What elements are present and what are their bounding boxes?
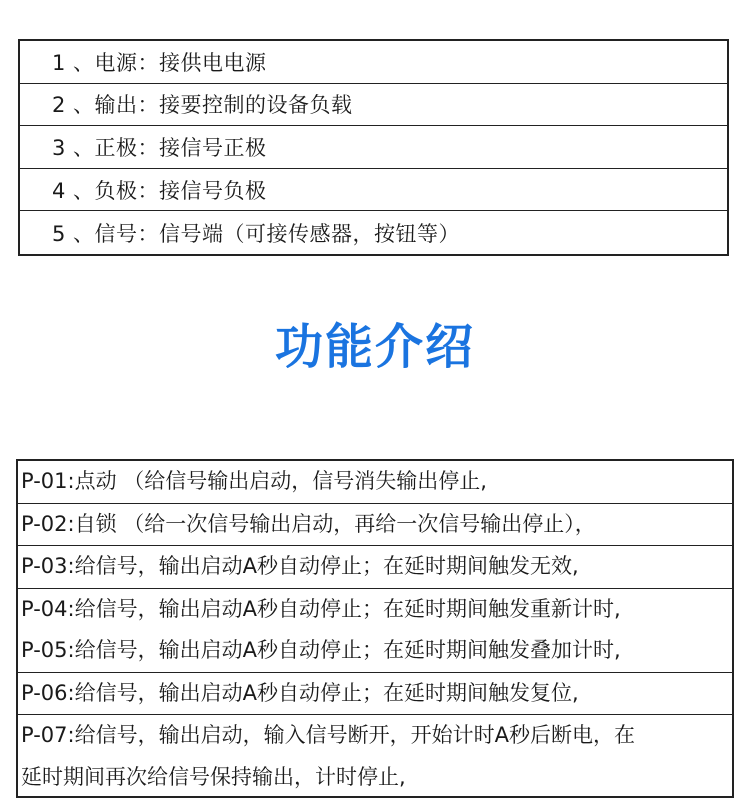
function-text-p05: P-05:给信号，输出启动A秒自动停止；在延时期间触发叠加计时, — [21, 638, 621, 662]
function-text-p01: P-01:点动 （给信号输出启动，信号消失输出停止, — [21, 469, 487, 493]
wiring-table — [18, 39, 729, 256]
wiring-row-output: 2 、输出：接要控制的设备负载 — [20, 84, 727, 127]
function-text-p07-line1: P-07:给信号，输出启动，输入信号断开，开始计时A秒后断电，在 — [21, 723, 635, 747]
wiring-row-negative: 4 、负极：接信号负极 — [20, 169, 727, 212]
function-table — [16, 459, 734, 798]
function-text-p06: P-06:给信号，输出启动A秒自动停止；在延时期间触发复位, — [21, 680, 579, 705]
wiring-row-power: 1 、电源：接供电电源 — [20, 41, 727, 84]
function-row-p03 — [18, 546, 732, 589]
function-row-p07 — [18, 715, 732, 798]
function-text-p03: P-03:给信号，输出启动A秒自动停止；在延时期间触发无效, — [21, 554, 579, 578]
wiring-row-signal: 5 、信号：信号端（可接传感器，按钮等） — [52, 221, 461, 246]
function-text-p04: P-04:给信号，输出启动A秒自动停止；在延时期间触发重新计时, — [21, 596, 621, 621]
function-row-p06 — [18, 673, 732, 716]
function-text-p02: P-02:自锁 （给一次信号输出启动，再给一次信号输出停止）， — [21, 511, 596, 536]
section-title: 功能介绍 — [274, 319, 475, 375]
function-row-p02 — [18, 504, 732, 547]
wiring-row-positive: 3 、正极：接信号正极 — [20, 126, 727, 169]
function-row-p01 — [18, 461, 732, 504]
table-bottom-rule — [16, 796, 734, 798]
function-row-p04-p05 — [18, 589, 732, 673]
function-text-p07-line2: 延时期间再次给信号保持输出，计时停止, — [21, 764, 406, 789]
